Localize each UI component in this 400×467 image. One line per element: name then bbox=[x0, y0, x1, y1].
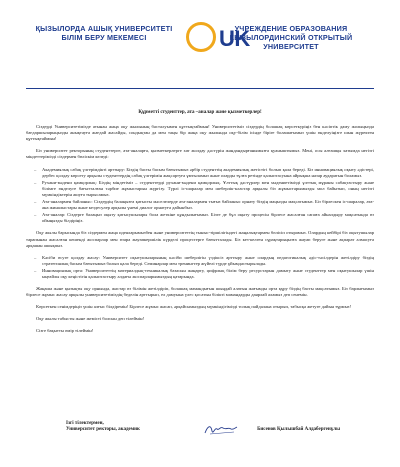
letterhead bbox=[26, 0, 374, 64]
paragraph-mission: Жаңаша және қызықты оқу орнында, жастар өз білімін жетілдіріп, болашақ мамандығын шыңдай алатын жағымды орта құру біздің басты мақсатымыз. Біз барлығымыз бірлесе жұмыс жасау арқылы университетіміздің беделін арттырып, ел дамуына үлес қосатын білікті мамандарды даярлай аламыз деп сенемін. bbox=[26, 286, 374, 298]
paragraph-thanks: Көрсеткен сенімдеріңіз үшін алғыс білдіремін! Бірлесе жұмыс жасап, әрқайсымыздың мүмкіндігімізді толық пайдалана отырып, табысқа жетуге дайын тұрмыз! bbox=[36, 304, 352, 310]
letterhead-ru-title: УЧРЕЖДЕНИЕ ОБРАЗОВАНИЯ КЫЗЫЛОРДИНСКИЙ ОТКРЫТЫЙ УНИВЕРСИТЕТ bbox=[229, 24, 353, 51]
list-item: – Академиялық сабақ үлгерімдікті арттыру: Біздің басты басым бағытымыз әрбір студенттің академиялық жетістігі болып қала береді. Біз инновациялық оқыту әдістері, дербес қолдау көрсету арқылы студенттердің сабақ үлгерімін жақсартуға ұмтыламыз және оларды тұлға ретінде қалыптасуына айрықша назар аударатын боламыз. bbox=[42, 167, 374, 179]
list-item: – Ата-аналар: Сіздерге балаңыз оқыту қатысушылары бола жеткіне құндылығымыз. Бізге де бұл оқыту процесін бірлесе жасалған сапаға айналдыру мақсатында өз ойыңызды білдіріңіз. bbox=[42, 212, 374, 224]
signature-name: Бисенов Қылышбай Алдабергенұлы bbox=[257, 427, 340, 432]
signature-title: Университет ректоры, академик bbox=[66, 427, 140, 432]
header-divider bbox=[26, 88, 374, 89]
paragraph-intro: Сіздерді Университетімізде атынан жаңа оқу жылының басталуымен құттықтаймын! Университетіміз сіздердің болашақ көрсеткуріңіз бен кәсіптік даму жолыңызда бағдаршыларыңызды анықтауға жағдай жасайды, сондықтан да мен таңы бір жаңа оқу жылында оқу-білім ісінде біріге болашағымыз үшін өнделуіңізге шын жүректен құттықтаймын! bbox=[26, 124, 374, 142]
paragraph-year: Оқу жылы барысында біз сіздермен жаңа идеяларымызбен және университеттің тыныс-тіршілігіндегі жаңалықтармен бөлісіп отырамыз. Олардың кейбірі біз оқытушылар тарапынан жасалған кешенді жоспарлар мен өзара жауапкершілік күрделі процестерге бағытталады. Біз кез-келген сұрақтарыңызға жауап беруге және ақпарат алмасуға әрқашан ашықпыз. bbox=[26, 230, 374, 248]
letterhead-kz-title: ҚЫЗЫЛОРДА АШЫҚ УНИВЕРСИТЕТІ БІЛІМ БЕРУ МЕКЕМЕСІ bbox=[35, 24, 173, 42]
list-item: – Ата-аналармен байланыс: Сіздердің балаңызға қатысты мәселелерде ата-аналармен тығыз байланыс орнату біздің маңызды мақсатымыз. Біз бірлескен іс-шаралар, ата-ана жиналыстары және кездесулер арқылы үнемі диалог орнатуға дайынбыз. bbox=[42, 199, 374, 211]
letter-body bbox=[26, 110, 374, 341]
paragraph-tradition: Біз университет ректорының студенттерге, ата-аналарға, қызметкерлерге хат жолдау дәстүрін жандандырғанымызға қуаныштымыз. Мені, осы алғашқы хатымда негізгі міндеттерімізді сіздермен бөліскім келеді: bbox=[26, 148, 374, 160]
signature-left bbox=[66, 421, 140, 433]
logo-ring-icon bbox=[186, 22, 216, 52]
handwritten-signature-icon bbox=[204, 423, 238, 437]
goals-list bbox=[26, 255, 374, 280]
paragraph-wish: Оқу жылы табысты және жемісті болсын деп тілеймін! bbox=[36, 316, 145, 322]
priorities-list bbox=[26, 167, 374, 225]
list-item: – Инновациялық орта: Университеттің материалдық-техникалық базасын жаңарту, цифрлық білім беру ресурстарын дамыту және студенттер мен оқытушылар үшін ыңғайлы оқу кеңістігін қалыптастыру алдағы жоспарларымыздың қатарында. bbox=[42, 268, 374, 280]
list-item: – Кәсіби өсуге қолдау жасау: Университет оқытушыларының кәсіби шеберлігін үздіксіз арттыру және олардың педагогикалық әдіс-тәсілдерін жетілдіру біздің стратегиялық басым бағытымыз болып қала береді. Семинарлар мен тренингтер жүйелі түрде ұйымдастырылады. bbox=[42, 255, 374, 267]
paragraph-farewell: Сізге бақытты өмір тілеймін! bbox=[36, 328, 94, 334]
list-item: – Рухани-мәдени қамқорлық: Біздің міндетіміз – студенттерді рухани-мәдени қамқорлық. Ұлттық дәстүрлер мен мәдениетімізді ұлттық мұраны сабақтастыру және білімге өнделуге бағытталған тәрбие жұмыстарын жүргізу. Түрлі іс-шаралар мен шеберлік-кластар арқылы біз жұмыстарымызды мол байытып, оның негізгі мүмкіндіктерін ашуға тырысамыз. bbox=[42, 180, 374, 198]
logo-text: UK bbox=[219, 26, 250, 51]
letter-greeting: Құрметті студенттер, ата –аналар және қызметкерлер! bbox=[138, 110, 262, 115]
signature-closing: Ізгі тілектермен, bbox=[66, 421, 104, 426]
